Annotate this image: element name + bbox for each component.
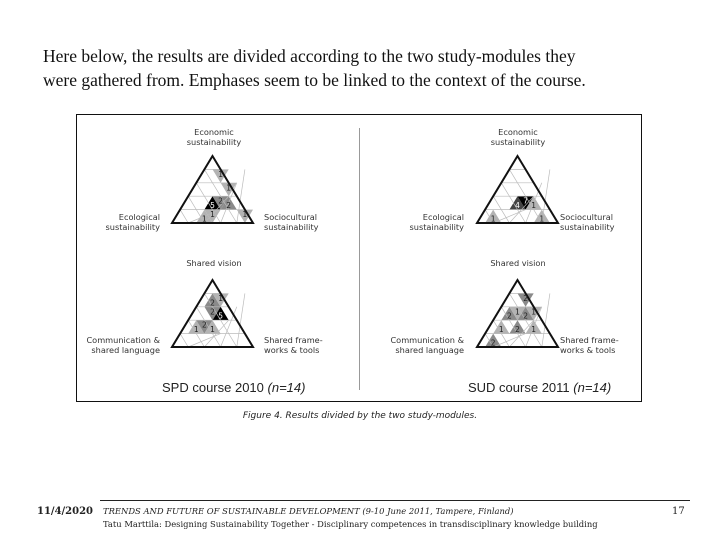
- spd-course-title: SPD course 2010 (n=14): [162, 380, 306, 395]
- cell-count: 2: [202, 320, 207, 330]
- cell-count: 4: [515, 201, 520, 211]
- cell-count: 1: [202, 214, 207, 224]
- cell-count: 2: [218, 196, 223, 206]
- intro-line-2: were gathered from. Emphases seem to be linked to the context of the course.: [43, 70, 586, 90]
- spd-shared-vision-label: Shared vision: [186, 258, 242, 268]
- footer-author-title: Tatu Marttila: Designing Sustainability Together - Disciplinary competences in transdisciplinary knowledge building: [103, 519, 598, 529]
- sud-frameworks-label: Shared frame- works & tools: [560, 335, 619, 355]
- page-number: 17: [672, 506, 685, 517]
- spd-ecological-label: Ecological sustainability: [105, 212, 160, 232]
- cell-count: 1: [210, 210, 215, 220]
- cell-count: 2: [210, 298, 215, 308]
- cell-count: 5: [210, 201, 215, 211]
- cell-count: 1: [531, 307, 537, 317]
- spd-competence-triangle: [172, 280, 254, 348]
- cell-count: 1: [242, 210, 248, 220]
- spd-frameworks-label: Shared frame- works & tools: [264, 335, 323, 355]
- footer-date: 11/4/2020: [37, 506, 94, 517]
- spd-communication-label: Communication & shared language: [86, 335, 160, 355]
- sud-competence-triangle: [477, 280, 559, 348]
- cell-count: 1: [498, 325, 504, 335]
- cell-count: 1: [193, 325, 199, 335]
- cell-count: 1: [515, 307, 520, 317]
- sud-sociocultural-label: Sociocultural sustainability: [560, 212, 615, 232]
- cell-count: 1: [226, 183, 232, 193]
- sud-course-title: SUD course 2011 (n=14): [468, 380, 612, 395]
- cell-count: 1: [210, 325, 215, 335]
- cell-count: 2: [523, 311, 528, 321]
- intro-line-1: Here below, the results are divided according to the two study-modules they: [43, 46, 576, 66]
- cell-count: 1: [490, 214, 496, 224]
- cell-count: 2: [507, 311, 512, 321]
- spd-economic-label: Economic sustainability: [186, 127, 242, 147]
- sud-ecological-label: Ecological sustainability: [409, 212, 464, 232]
- cell-count: 1: [218, 293, 223, 303]
- cell-count: 1: [531, 201, 537, 211]
- cell-count: 1: [531, 325, 537, 335]
- footer-conference: TRENDS AND FUTURE OF SUSTAINABLE DEVELOPMENT (9-10 June 2011, Tampere, Finland): [103, 506, 514, 516]
- cell-count: 5: [218, 311, 223, 321]
- footer-divider: [100, 500, 690, 501]
- sud-economic-label: Economic sustainability: [490, 127, 546, 147]
- sud-shared-vision-label: Shared vision: [490, 258, 546, 268]
- figure-caption: Figure 4. Results divided by the two study-modules.: [242, 411, 478, 421]
- figure-divider: [359, 128, 360, 390]
- intro-text: [43, 44, 703, 92]
- cell-count: 1: [539, 214, 545, 224]
- cell-count: 2: [515, 325, 520, 335]
- spd-sustainability-triangle: [172, 156, 254, 224]
- cell-count: 7: [523, 196, 528, 206]
- sud-sustainability-triangle: [477, 156, 559, 224]
- cell-count: 2: [523, 293, 528, 303]
- cell-count: 2: [210, 307, 215, 317]
- spd-sociocultural-label: Sociocultural sustainability: [264, 212, 319, 232]
- sud-communication-label: Communication & shared language: [390, 335, 464, 355]
- cell-count: 1: [218, 169, 223, 179]
- cell-count: 2: [226, 201, 232, 211]
- cell-count: 2: [490, 338, 496, 348]
